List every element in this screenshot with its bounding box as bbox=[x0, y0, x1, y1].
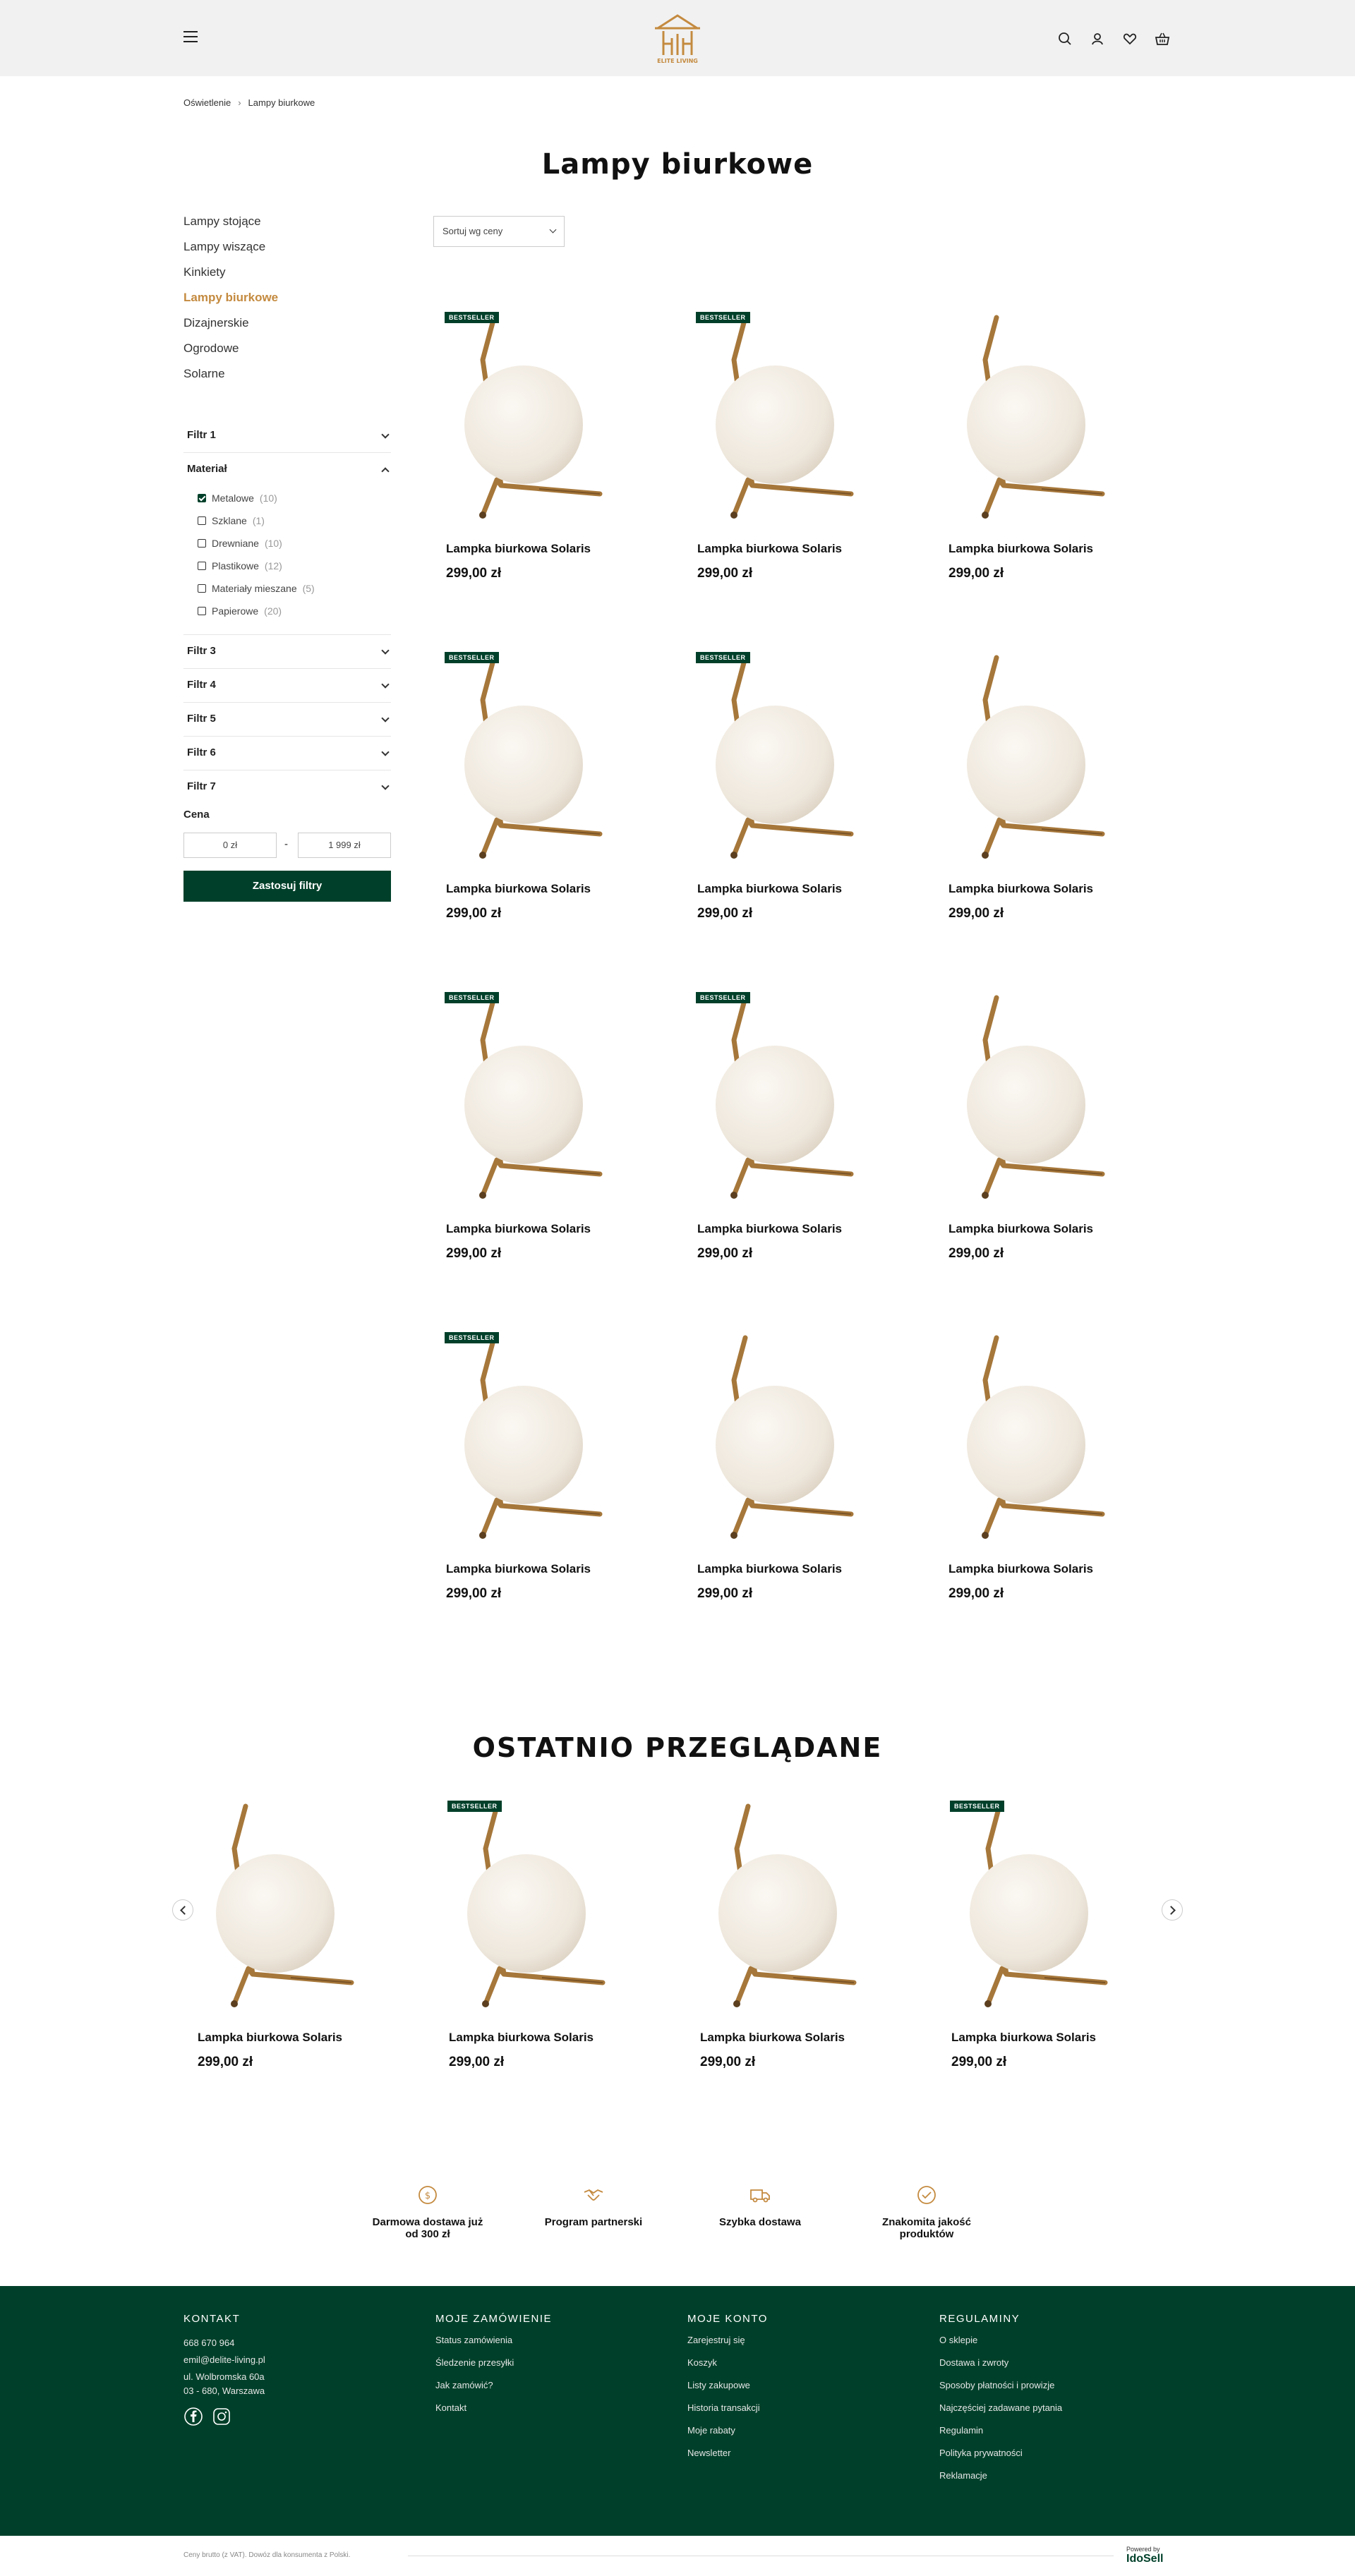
checkbox[interactable] bbox=[198, 516, 206, 525]
product-image bbox=[936, 1324, 1112, 1556]
feature-label: Darmowa dostawa już od 300 zł bbox=[372, 2216, 483, 2240]
filter-material[interactable] bbox=[183, 453, 391, 635]
chevron-down-icon bbox=[381, 646, 389, 654]
product-name[interactable]: Lampka biurkowa Solaris bbox=[951, 2031, 1097, 2044]
quality-check-icon bbox=[915, 2184, 938, 2206]
chevron-down-icon bbox=[550, 226, 557, 234]
product-image-link[interactable] bbox=[936, 1324, 1112, 1556]
footer-link[interactable]: Reklamacje bbox=[939, 2470, 987, 2481]
product-name[interactable]: Lampka biurkowa Solaris bbox=[198, 2031, 343, 2044]
logo-text: ELITE LIVING bbox=[657, 58, 698, 64]
product-image-link[interactable] bbox=[936, 984, 1112, 1216]
category-item[interactable]: Lampy stojące bbox=[183, 214, 261, 228]
option-label: Drewniane bbox=[212, 538, 259, 549]
powered-by[interactable] bbox=[1126, 2546, 1163, 2565]
product-image bbox=[939, 1792, 1115, 2025]
carousel-next-button[interactable] bbox=[1162, 1899, 1183, 1921]
option-count: (10) bbox=[264, 538, 282, 549]
filter-option-checkbox[interactable] bbox=[198, 577, 315, 600]
product-price: 299,00 zł bbox=[446, 1586, 502, 1601]
price-dash: - bbox=[284, 838, 288, 850]
chevron-down-icon bbox=[381, 714, 389, 722]
option-label: Plastikowe bbox=[212, 560, 259, 572]
filter-toggle[interactable] bbox=[183, 419, 391, 453]
checkbox[interactable] bbox=[198, 562, 206, 570]
bestseller-badge: BESTSELLER bbox=[696, 312, 750, 323]
filter-toggle[interactable] bbox=[183, 703, 391, 737]
product-card[interactable] bbox=[433, 303, 610, 600]
product-image bbox=[936, 643, 1112, 876]
option-count: (20) bbox=[264, 605, 282, 617]
product-price: 299,00 zł bbox=[198, 2055, 253, 2069]
option-label: Szklane bbox=[212, 515, 247, 526]
feature-fast-delivery bbox=[689, 2184, 831, 2228]
bestseller-badge: BESTSELLER bbox=[447, 1801, 502, 1812]
price-note: Ceny brutto (z VAT). Dowóz dla konsumenta z Polski. bbox=[183, 2551, 351, 2559]
product-name[interactable]: Lampka biurkowa Solaris bbox=[948, 1222, 1094, 1235]
contact-address: ul. Wolbromska 60a bbox=[183, 2371, 265, 2382]
category-item[interactable]: Kinkiety bbox=[183, 265, 226, 279]
contact-email[interactable]: emil@delite-living.pl bbox=[183, 2354, 265, 2365]
footer-link[interactable]: Newsletter bbox=[687, 2448, 731, 2458]
sort-select[interactable] bbox=[433, 216, 565, 247]
category-item-active[interactable]: Lampy biurkowe bbox=[183, 291, 279, 304]
product-price: 299,00 zł bbox=[948, 1246, 1004, 1261]
product-price: 299,00 zł bbox=[697, 906, 753, 921]
product-card[interactable] bbox=[936, 984, 1112, 1280]
product-image bbox=[685, 643, 861, 876]
product-image-link[interactable] bbox=[936, 643, 1112, 876]
feature-partner-program bbox=[523, 2184, 664, 2228]
filter-option-checkbox[interactable] bbox=[198, 600, 315, 622]
checkbox[interactable] bbox=[198, 494, 206, 502]
footer-link[interactable]: Polityka prywatności bbox=[939, 2448, 1023, 2458]
filter-panel bbox=[183, 419, 391, 804]
product-image-link[interactable] bbox=[433, 1324, 610, 1556]
product-image-link[interactable] bbox=[185, 1792, 361, 2025]
option-count: (12) bbox=[264, 560, 282, 572]
product-name[interactable]: Lampka biurkowa Solaris bbox=[697, 1222, 843, 1235]
sort-label: Sortuj wg ceny bbox=[442, 226, 503, 236]
breadcrumb bbox=[183, 97, 315, 108]
svg-text:$: $ bbox=[424, 2191, 431, 2201]
product-price: 299,00 zł bbox=[700, 2055, 756, 2069]
footer-link[interactable]: Regulamin bbox=[939, 2425, 984, 2436]
footer-heading: REGULAMINY bbox=[939, 2313, 1020, 2325]
feature-label: Znakomita jakość produktów bbox=[882, 2216, 971, 2240]
search-icon[interactable] bbox=[1057, 31, 1073, 47]
filter-title: Filtr 4 bbox=[187, 679, 216, 691]
product-name[interactable]: Lampka biurkowa Solaris bbox=[446, 542, 591, 555]
footer-link[interactable]: Historia transakcji bbox=[687, 2402, 760, 2413]
product-image-link[interactable] bbox=[685, 984, 861, 1216]
filter-title: Filtr 7 bbox=[187, 780, 216, 792]
footer-link[interactable]: Najczęściej zadawane pytania bbox=[939, 2402, 1063, 2413]
footer-my-order bbox=[435, 2313, 552, 2425]
chevron-down-icon bbox=[381, 782, 389, 790]
footer-heading: MOJE ZAMÓWIENIE bbox=[435, 2313, 552, 2325]
filter-toggle[interactable] bbox=[183, 669, 391, 703]
product-image-link[interactable] bbox=[936, 303, 1112, 536]
breadcrumb-separator: › bbox=[238, 97, 241, 108]
product-card[interactable] bbox=[436, 1792, 613, 2088]
product-price: 299,00 zł bbox=[446, 566, 502, 581]
product-image bbox=[685, 1324, 861, 1556]
product-image-link[interactable] bbox=[685, 643, 861, 876]
filter-title: Filtr 6 bbox=[187, 746, 216, 758]
product-card[interactable] bbox=[185, 1792, 361, 2088]
feature-label: Szybka dostawa bbox=[719, 2216, 801, 2228]
product-card[interactable] bbox=[936, 643, 1112, 940]
filter-title: Filtr 5 bbox=[187, 713, 216, 725]
handshake-icon bbox=[582, 2184, 605, 2206]
contact-address: 03 - 680, Warszawa bbox=[183, 2385, 265, 2396]
product-card[interactable] bbox=[433, 643, 610, 940]
footer-my-account bbox=[687, 2313, 768, 2470]
product-card[interactable] bbox=[936, 303, 1112, 600]
checkbox[interactable] bbox=[198, 584, 206, 593]
bestseller-badge: BESTSELLER bbox=[696, 992, 750, 1003]
product-price: 299,00 zł bbox=[948, 906, 1004, 921]
instagram-icon[interactable] bbox=[212, 2407, 231, 2426]
category-item[interactable]: Ogrodowe bbox=[183, 341, 239, 355]
basket-icon[interactable] bbox=[1155, 31, 1170, 47]
heart-icon[interactable] bbox=[1122, 31, 1138, 47]
product-card[interactable] bbox=[685, 643, 861, 940]
category-item[interactable]: Lampy wiszące bbox=[183, 240, 266, 253]
product-name[interactable]: Lampka biurkowa Solaris bbox=[697, 882, 843, 895]
footer-link[interactable]: Śledzenie przesyłki bbox=[435, 2357, 514, 2368]
category-item[interactable]: Solarne bbox=[183, 367, 225, 380]
product-card[interactable] bbox=[936, 1324, 1112, 1620]
bestseller-badge: BESTSELLER bbox=[696, 652, 750, 663]
option-label: Materiały mieszane bbox=[212, 583, 297, 594]
product-image bbox=[433, 303, 610, 536]
footer-link[interactable]: Moje rabaty bbox=[687, 2425, 735, 2436]
filter-toggle[interactable] bbox=[183, 635, 391, 669]
breadcrumb-item[interactable]: Oświetlenie bbox=[183, 97, 231, 108]
product-image bbox=[685, 984, 861, 1216]
option-label: Metalowe bbox=[212, 492, 254, 504]
product-price: 299,00 zł bbox=[697, 566, 753, 581]
product-image bbox=[685, 303, 861, 536]
checkbox[interactable] bbox=[198, 539, 206, 548]
feature-free-delivery bbox=[357, 2184, 498, 2240]
chevron-down-icon bbox=[381, 430, 389, 438]
product-image-link[interactable] bbox=[685, 303, 861, 536]
product-card[interactable] bbox=[685, 1324, 861, 1620]
filter-title: Filtr 3 bbox=[187, 645, 216, 657]
footer-contact bbox=[183, 2313, 265, 2426]
product-price: 299,00 zł bbox=[446, 906, 502, 921]
option-label: Papierowe bbox=[212, 605, 259, 617]
product-price: 299,00 zł bbox=[948, 1586, 1004, 1601]
option-count: (10) bbox=[259, 492, 277, 504]
product-image bbox=[433, 1324, 610, 1556]
footer-heading: MOJE KONTO bbox=[687, 2313, 768, 2325]
product-image-link[interactable] bbox=[939, 1792, 1115, 2025]
option-count: (1) bbox=[252, 515, 265, 526]
product-card[interactable] bbox=[685, 303, 861, 600]
site-footer bbox=[0, 2286, 1355, 2536]
recently-viewed-title: OSTATNIO PRZEGLĄDANE bbox=[472, 1732, 883, 1763]
product-name[interactable]: Lampka biurkowa Solaris bbox=[700, 2031, 845, 2044]
product-name[interactable]: Lampka biurkowa Solaris bbox=[948, 1562, 1094, 1576]
product-price: 299,00 zł bbox=[449, 2055, 505, 2069]
footer-link[interactable]: Sposoby płatności i prowizje bbox=[939, 2380, 1055, 2390]
bestseller-badge: BESTSELLER bbox=[445, 992, 499, 1003]
site-logo[interactable] bbox=[648, 13, 707, 65]
price-max-input[interactable]: 1 999 zł bbox=[298, 833, 391, 858]
powered-by-label: Powered by bbox=[1126, 2546, 1160, 2553]
footer-link[interactable]: Status zamówienia bbox=[435, 2335, 513, 2345]
feature-label: Program partnerski bbox=[544, 2216, 643, 2228]
chevron-up-icon bbox=[381, 467, 389, 475]
product-image bbox=[433, 643, 610, 876]
product-image-link[interactable] bbox=[687, 1792, 864, 2025]
product-image bbox=[936, 303, 1112, 536]
product-image-link[interactable] bbox=[685, 1324, 861, 1556]
apply-filters-button[interactable]: Zastosuj filtry bbox=[183, 871, 391, 902]
product-name[interactable]: Lampka biurkowa Solaris bbox=[948, 542, 1094, 555]
price-label: Cena bbox=[183, 809, 210, 821]
facebook-icon[interactable] bbox=[183, 2407, 203, 2426]
footer-link[interactable]: Listy zakupowe bbox=[687, 2380, 750, 2390]
filter-title: Materiał bbox=[187, 463, 227, 475]
price-min-input[interactable]: 0 zł bbox=[183, 833, 277, 858]
filter-toggle[interactable] bbox=[183, 737, 391, 770]
footer-link[interactable]: Koszyk bbox=[687, 2357, 717, 2368]
menu-icon[interactable] bbox=[183, 31, 198, 42]
product-price: 299,00 zł bbox=[697, 1586, 753, 1601]
filter-option-checkbox[interactable] bbox=[198, 555, 315, 577]
footer-link[interactable]: Jak zamówić? bbox=[435, 2380, 493, 2390]
bestseller-badge: BESTSELLER bbox=[445, 312, 499, 323]
product-image bbox=[936, 984, 1112, 1216]
product-image-link[interactable] bbox=[436, 1792, 613, 2025]
product-name[interactable]: Lampka biurkowa Solaris bbox=[449, 2031, 594, 2044]
breadcrumb-item: Lampy biurkowe bbox=[248, 97, 315, 108]
product-name[interactable]: Lampka biurkowa Solaris bbox=[948, 882, 1094, 895]
contact-phone[interactable]: 668 670 964 bbox=[183, 2338, 235, 2348]
filter-option-checkbox[interactable] bbox=[198, 487, 315, 509]
category-item[interactable]: Dizajnerskie bbox=[183, 316, 249, 329]
footer-regulations bbox=[939, 2313, 1062, 2493]
filter-option-checkbox[interactable] bbox=[198, 532, 315, 555]
product-price: 299,00 zł bbox=[948, 566, 1004, 581]
chevron-down-icon bbox=[381, 680, 389, 688]
product-card[interactable] bbox=[433, 1324, 610, 1620]
powered-by-brand: IdoSell bbox=[1126, 2553, 1164, 2565]
footer-link[interactable]: Dostawa i zwroty bbox=[939, 2357, 1009, 2368]
bestseller-badge: BESTSELLER bbox=[445, 1332, 499, 1343]
product-price: 299,00 zł bbox=[446, 1246, 502, 1261]
product-name[interactable]: Lampka biurkowa Solaris bbox=[697, 1562, 843, 1576]
product-name[interactable]: Lampka biurkowa Solaris bbox=[446, 1562, 591, 1576]
product-name[interactable]: Lampka biurkowa Solaris bbox=[446, 1222, 591, 1235]
checkbox[interactable] bbox=[198, 607, 206, 615]
product-card[interactable] bbox=[685, 984, 861, 1280]
page-title: Lampy biurkowe bbox=[541, 148, 814, 181]
option-count: (5) bbox=[302, 583, 315, 594]
feature-quality bbox=[856, 2184, 997, 2240]
footer-heading: KONTAKT bbox=[183, 2313, 241, 2325]
product-name[interactable]: Lampka biurkowa Solaris bbox=[697, 542, 843, 555]
category-list bbox=[183, 214, 278, 392]
user-icon[interactable] bbox=[1090, 31, 1105, 47]
product-name[interactable]: Lampka biurkowa Solaris bbox=[446, 882, 591, 895]
filter-option-checkbox[interactable] bbox=[198, 509, 315, 532]
product-image bbox=[436, 1792, 613, 2025]
bestseller-badge: BESTSELLER bbox=[950, 1801, 1004, 1812]
filter-title: Filtr 1 bbox=[187, 429, 216, 441]
filter-toggle[interactable] bbox=[183, 770, 391, 804]
site-header bbox=[0, 0, 1355, 76]
footer-link[interactable]: Kontakt bbox=[435, 2402, 467, 2413]
bottom-bar bbox=[0, 2536, 1355, 2576]
footer-link[interactable]: O sklepie bbox=[939, 2335, 978, 2345]
coin-icon bbox=[416, 2184, 439, 2206]
product-image bbox=[433, 984, 610, 1216]
product-image bbox=[185, 1792, 361, 2025]
bestseller-badge: BESTSELLER bbox=[445, 652, 499, 663]
truck-icon bbox=[749, 2184, 771, 2206]
product-image bbox=[687, 1792, 864, 2025]
product-card[interactable] bbox=[939, 1792, 1115, 2088]
product-image-link[interactable] bbox=[433, 984, 610, 1216]
chevron-down-icon bbox=[381, 748, 389, 756]
product-price: 299,00 zł bbox=[697, 1246, 753, 1261]
product-card[interactable] bbox=[687, 1792, 864, 2088]
footer-link[interactable]: Zarejestruj się bbox=[687, 2335, 745, 2345]
product-image-link[interactable] bbox=[433, 303, 610, 536]
product-card[interactable] bbox=[433, 984, 610, 1280]
product-image-link[interactable] bbox=[433, 643, 610, 876]
product-price: 299,00 zł bbox=[951, 2055, 1007, 2069]
